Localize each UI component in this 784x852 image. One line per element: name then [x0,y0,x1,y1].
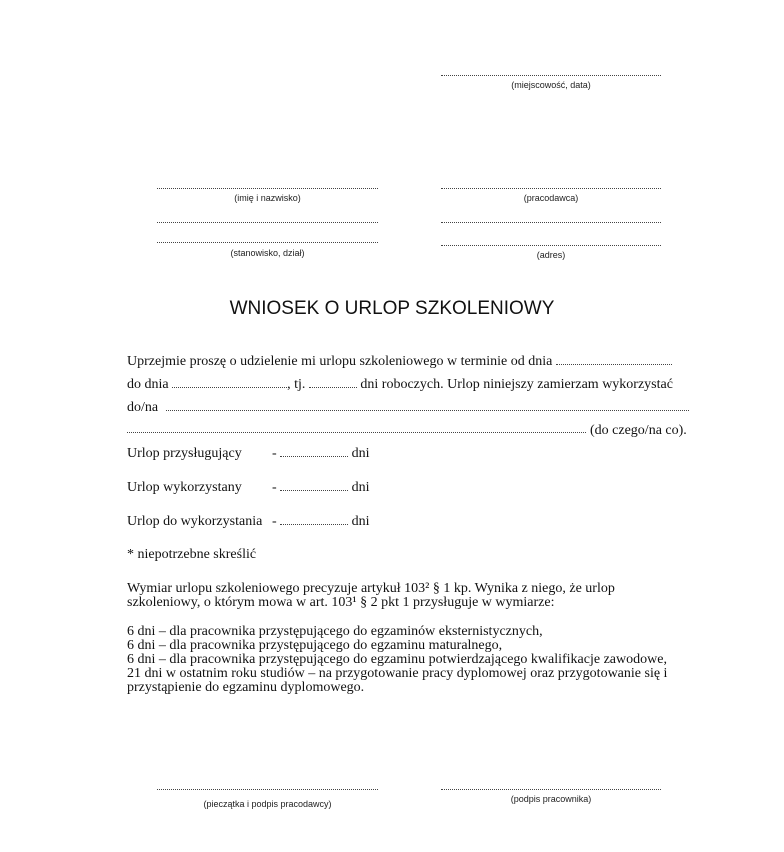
address-caption: (adres) [536,250,566,260]
employee-signature-caption: (podpis pracownika) [510,794,592,804]
workdays-field[interactable] [309,377,357,388]
leave-used-field[interactable] [280,480,348,491]
employer-signature-caption: (pieczątka i podpis pracodawcy) [203,799,332,809]
leave-label: Urlop przysługujący [127,446,242,461]
legal-line-1: Wymiar urlopu szkoleniowego precyzuje artykuł 103² § 1 kp. Wynika z niego, że urlop [127,581,615,596]
request-line-2 [127,377,673,393]
legal-line-2: szkoleniowy, o którym mowa w art. 103¹ § 2 pkt 1 przysługuje w wymiarze: [127,595,555,610]
employer-signature-line[interactable] [157,789,378,790]
employee-signature-line[interactable] [441,789,661,790]
request-text-3: do/na [127,400,159,415]
strike-note: * niepotrzebne skreślić [127,547,257,562]
position-line-1[interactable] [157,222,378,223]
leave-unit: dni [351,446,370,461]
leave-entitled-field[interactable] [280,446,348,457]
name-line[interactable] [157,188,378,189]
leave-remaining-field[interactable] [280,514,348,525]
request-text-2b: , tj. [287,377,306,392]
request-text-2a: do dnia [127,377,169,392]
entitlement-item: 6 dni – dla pracownika przystępującego do egzaminów eksternistycznych, [127,624,543,639]
leave-row-entitled [127,446,370,462]
request-line-1 [127,354,672,370]
date-from-field[interactable] [556,354,672,365]
legal-paragraph [127,582,707,610]
entitlement-item: 6 dni – dla pracownika przystępującego do egzaminu potwierdzającego kwalifikacje zawodowe, [127,652,667,667]
address-line-2[interactable] [441,245,661,246]
place-date-line[interactable] [441,75,661,76]
leave-label: Urlop do wykorzystania [127,514,263,529]
leave-label: Urlop wykorzystany [127,480,242,495]
document-title: WNIOSEK O URLOP SZKOLENIOWY [229,298,555,319]
leave-row-used [127,480,370,496]
name-caption: (imię i nazwisko) [234,193,301,203]
request-line-3 [127,400,158,416]
purpose-field-2[interactable] [127,432,586,433]
position-caption: (stanowisko, dział) [230,248,305,258]
employer-line[interactable] [441,188,661,189]
address-line-1[interactable] [441,222,661,223]
leave-unit: dni [351,480,370,495]
request-line-4: (do czego/na co). [590,423,687,438]
employer-caption: (pracodawca) [523,193,579,203]
entitlements-list [127,625,707,695]
entitlement-item: przystąpienie do egzaminu dyplomowego. [127,680,365,695]
date-to-field[interactable] [172,377,287,388]
leave-dash: - [272,446,277,461]
request-text-1: Uprzejmie proszę o udzielenie mi urlopu szkoleniowego w terminie od dnia [127,354,553,369]
leave-unit: dni [351,514,370,529]
place-date-caption: (miejscowość, data) [511,80,591,90]
purpose-field-1[interactable] [166,410,689,411]
leave-dash: - [272,480,277,495]
entitlement-item: 6 dni – dla pracownika przystępującego do egzaminu maturalnego, [127,638,503,653]
leave-dash: - [272,514,277,529]
leave-row-remaining [127,514,370,530]
entitlement-item: 21 dni w ostatnim roku studiów – na przygotowanie pracy dyplomowej oraz przygotowanie się i [127,666,668,681]
position-line-2[interactable] [157,242,378,243]
request-text-2c: dni roboczych. Urlop niniejszy zamierzam wykorzystać [360,377,673,392]
